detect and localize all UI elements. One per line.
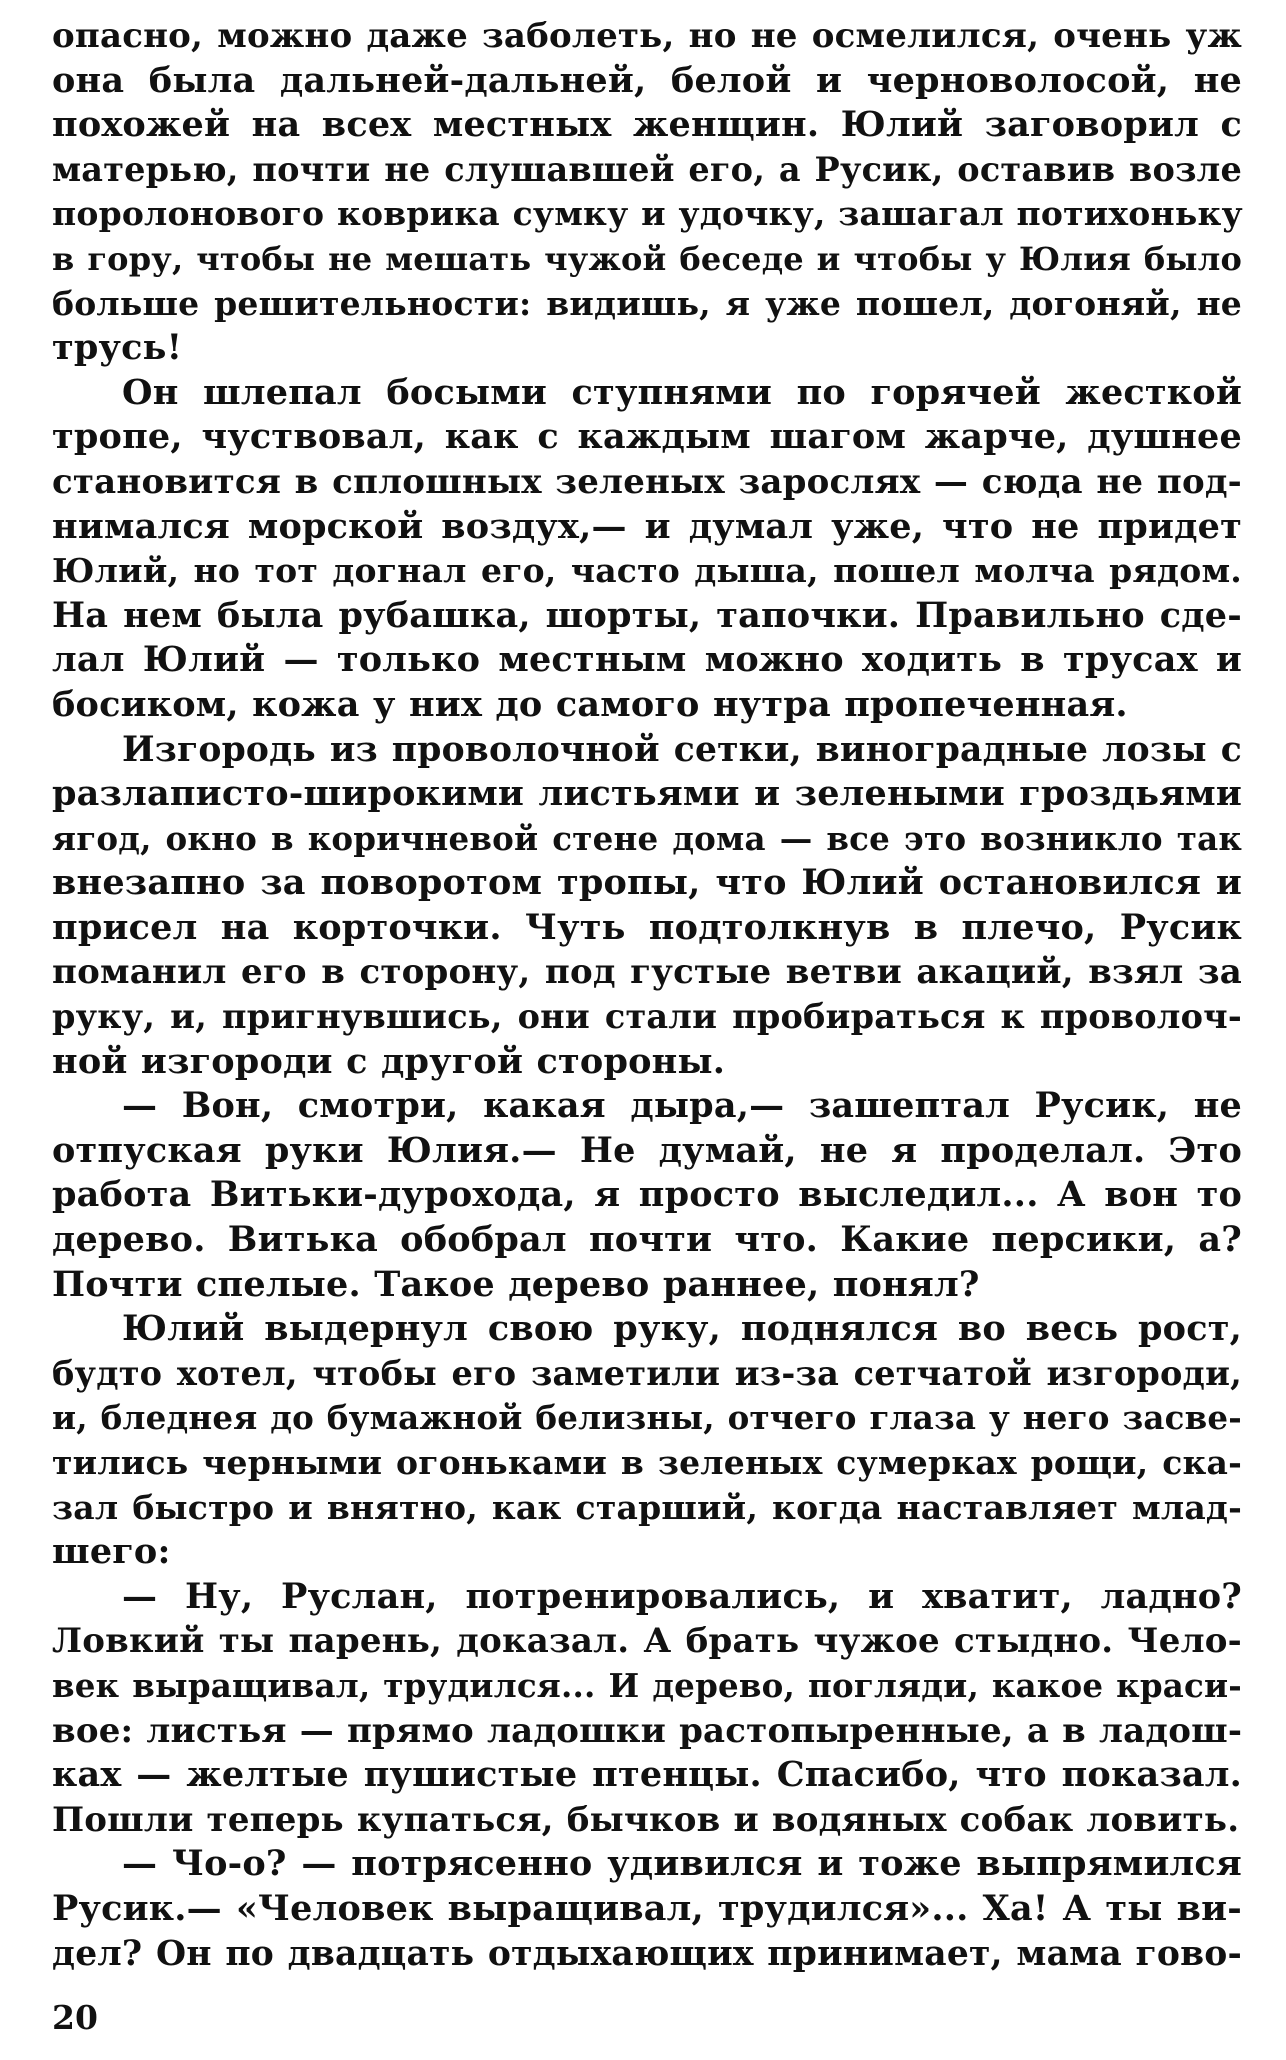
text-line: дел? Он по двадцать отдыхающих принимает, мама гово- (52, 1933, 1242, 1974)
text-line: разлаписто-широкими листьями и зелеными гроздьями (52, 773, 1242, 815)
text-line: Почти спелые. Такое дерево раннее, понял? (52, 1263, 980, 1305)
text-line: ках — желтые пушистые птенцы. Спасибо, что показал. (52, 1754, 1242, 1796)
text-line: Изгородь из проволочной сетки, виноградные лозы с (122, 729, 1242, 770)
text-line: опасно, можно даже заболеть, но не осмелился, очень уж (52, 16, 1242, 56)
text-line: поролонового коврика сумку и удочку, зашагал потихоньку (52, 194, 1243, 234)
text-line: нимался морской воздух,— и думал уже, что не придет (52, 505, 1242, 547)
text-line: Ловкий ты парень, доказал. А брать чужое стыдно. Чело- (52, 1621, 1242, 1662)
text-line: — Вон, смотри, какая дыра,— зашептал Русик, не (122, 1085, 1242, 1127)
text-line: присел на корточки. Чуть подтолкнув в плечо, Русик (52, 906, 1242, 948)
page-number: 20 (52, 1998, 98, 2037)
text-line: работа Витьки-дурохода, я просто выследил... А вон то (52, 1174, 1242, 1216)
text-line: шего: (52, 1531, 171, 1573)
text-line: босиком, кожа у них до самого нутра пропеченная. (52, 683, 1128, 725)
text-line: зал быстро и внятно, как старший, когда наставляет млад- (52, 1487, 1242, 1527)
text-line: руку, и, пригнувшись, они стали пробираться к проволоч- (52, 997, 1242, 1037)
text-line: ягод, окно в коричневой стене дома — все это возникло так (52, 818, 1242, 858)
text-line: — Чо-о? — потрясенно удивился и тоже выпрямился (122, 1843, 1242, 1885)
text-line: век выращивал, трудился... И дерево, погляди, какое краси- (52, 1665, 1242, 1705)
text-line: Русик.— «Человек выращивал, трудился»... Ха! А ты ви- (52, 1887, 1242, 1929)
text-line: становится в сплошных зеленых зарослях — сюда не под- (52, 461, 1242, 502)
text-line: На нем была рубашка, шорты, тапочки. Правильно сде- (52, 594, 1242, 636)
text-line: и, бледнея до бумажной белизны, отчего глаза у него засве- (52, 1398, 1242, 1438)
text-line: тропе, чуствовал, как с каждым шагом жарче, душнее (52, 416, 1242, 458)
text-line: Юлий выдернул свою руку, поднялся во весь рост, (122, 1308, 1242, 1350)
text-line: больше решительности: видишь, я уже пошел, догоняй, не (52, 283, 1242, 323)
text-line: в гору, чтобы не мешать чужой беседе и чтобы у Юлия было (52, 239, 1242, 278)
text-line: будто хотел, чтобы его заметили из-за сетчатой изгороди, (52, 1353, 1242, 1393)
text-line: отпуская руки Юлия.— Не думай, не я проделал. Это (52, 1129, 1242, 1171)
text-line: поманил его в сторону, под густые ветви акаций, взял за (52, 952, 1242, 993)
text-line: ной изгороди с другой стороны. (52, 1040, 726, 1082)
text-line: она была дальней-дальней, белой и черноволосой, не (52, 59, 1242, 101)
text-line: вое: листья — прямо ладошки растопыренные, а в ладош- (52, 1710, 1243, 1751)
text-line: матерью, почти не слушавшей его, а Русик, оставив возле (52, 149, 1242, 189)
text-line: дерево. Витька обобрал почти что. Какие персики, а? (52, 1219, 1242, 1261)
book-page-text (52, 14, 1242, 2014)
text-line: трусь! (52, 327, 183, 369)
text-line: внезапно за поворотом тропы, что Юлий остановился и (52, 862, 1242, 904)
text-line: лал Юлий — только местным можно ходить в трусах и (52, 639, 1242, 681)
text-lines (52, 14, 1242, 1976)
text-line: — Ну, Руслан, потренировались, и хватит, ладно? (122, 1575, 1242, 1617)
text-line: Пошли теперь купаться, бычков и водяных собак ловить. (52, 1799, 1240, 1840)
text-line: Он шлепал босыми ступнями по горячей жесткой (122, 371, 1242, 413)
text-line: похожей на всех местных женщин. Юлий заговорил с (52, 104, 1242, 146)
text-line: тились черными огоньками в зеленых сумерках рощи, ска- (52, 1443, 1242, 1482)
text-line: Юлий, но тот догнал его, часто дыша, пошел молча рядом. (52, 551, 1242, 591)
